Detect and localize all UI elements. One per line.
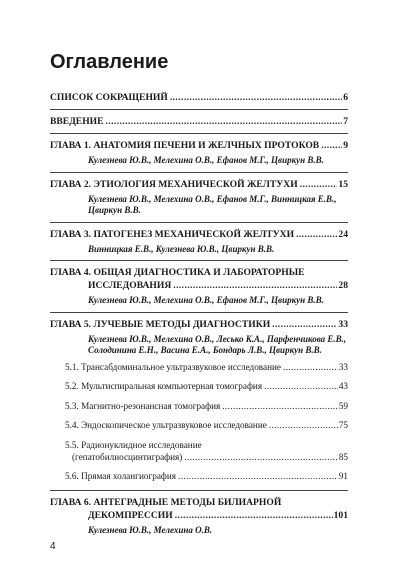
toc-entry-row[interactable] <box>50 139 348 152</box>
toc-entry-title-line: ГЛАВА 6. АНТЕГРАДНЫЕ МЕТОДЫ БИЛИАРНОЙ <box>50 496 282 508</box>
toc-subentry-title-line: 5.3. Магнитно-резонансная томография <box>65 400 221 411</box>
toc-subentry <box>50 361 348 374</box>
toc-entry-page-number: 24 <box>338 228 348 240</box>
toc-entry <box>50 115 348 128</box>
toc-subentry-row[interactable] <box>65 419 348 432</box>
leader-dots <box>173 279 337 292</box>
separator-line <box>50 312 348 313</box>
toc-entry-title-line: ГЛАВА 4. ОБЩАЯ ДИАГНОСТИКА И ЛАБОРАТОРНЫЕ <box>50 267 305 278</box>
toc-entry-page-number: 101 <box>333 509 348 521</box>
toc-subentry-page-number: 43 <box>338 381 348 391</box>
toc-entry-page-number: 33 <box>338 318 348 330</box>
toc-subentry-title-line: 5.6. Прямая холангиография <box>65 471 176 481</box>
leader-dots <box>170 91 342 104</box>
table-of-contents <box>50 91 348 536</box>
toc-subentry-row[interactable] <box>65 470 348 483</box>
toc-entry-title-line: ИССЛЕДОВАНИЯ <box>88 280 172 291</box>
toc-entry-page-number: 9 <box>343 140 348 151</box>
toc-entry-row[interactable] <box>50 115 348 128</box>
toc-entry <box>50 228 348 256</box>
toc-subentry <box>50 419 348 432</box>
toc-subentry <box>50 380 348 393</box>
toc-entry-authors: Кулезнева Ю.В., Мелехина О.В., Ефанов М.Г., Цвиркун В.В. <box>88 295 324 305</box>
separator-line <box>50 222 348 223</box>
leader-dots <box>269 419 338 432</box>
toc-subentry-title-line: 5.4. Эндоскопическое ультразвуковое исследование <box>65 420 267 430</box>
toc-entry-authors: Цвиркун В.В. <box>88 205 141 215</box>
separator-line <box>50 490 348 491</box>
toc-entry <box>50 266 348 307</box>
leader-dots <box>175 509 333 522</box>
toc-entry <box>50 178 348 217</box>
toc-entry-page-number: 6 <box>343 92 348 103</box>
toc-entry-row[interactable] <box>50 509 348 522</box>
toc-subentry <box>50 400 348 413</box>
leader-dots <box>184 451 338 464</box>
toc-entry-title-line: ГЛАВА 1. АНАТОМИЯ ПЕЧЕНИ И ЖЕЛЧНЫХ ПРОТОКОВ <box>50 140 320 151</box>
toc-entry-title-line: ВВЕДЕНИЕ <box>50 116 104 127</box>
toc-entry-title-line: ГЛАВА 2. ЭТИОЛОГИЯ МЕХАНИЧЕСКОЙ ЖЕЛТУХИ <box>50 178 298 190</box>
toc-entry-row[interactable] <box>50 178 348 191</box>
toc-subentry-title-line: 5.5. Радионуклидное исследование <box>65 439 202 450</box>
toc-subentry <box>50 439 348 464</box>
toc-entry-row[interactable] <box>50 318 348 331</box>
toc-subentry-page-number: 91 <box>338 471 348 481</box>
leader-dots <box>178 470 338 483</box>
leader-dots <box>272 318 337 331</box>
toc-entry-authors: Винницкая Е.В., Кулезнева Ю.В., Цвиркун В.В. <box>88 243 275 254</box>
toc-entry <box>50 318 348 357</box>
toc-subentry-page-number: 33 <box>338 361 348 372</box>
toc-subentry-page-number: 85 <box>338 451 348 462</box>
toc-entry-title-line: ДЕКОМПРЕССИИ <box>88 509 173 521</box>
toc-subentry-title-line: 5.1. Трансабдоминальное ультразвуковое исследование <box>65 361 282 372</box>
toc-subentry-row[interactable] <box>65 400 348 413</box>
leader-dots <box>264 380 338 393</box>
leader-dots <box>296 228 337 241</box>
toc-subentry-row[interactable] <box>65 380 348 393</box>
toc-entry-authors: Кулезнева Ю.В., Мелехина О.В., Ефанов М.Г., Винницкая Е.В., <box>88 193 337 204</box>
leader-dots <box>321 139 342 152</box>
toc-entry-page-number: 7 <box>343 116 348 127</box>
toc-entry-authors: Кулезнева Ю.В., Мелехина О.В., Ефанов М.Г., Цвиркун В.В. <box>88 155 324 165</box>
toc-entry-page-number: 28 <box>338 280 348 291</box>
toc-subentry-row[interactable] <box>65 361 348 374</box>
toc-entry-row[interactable] <box>50 228 348 241</box>
toc-subentry-title-line: (гепатобилиосцинтиграфия) <box>72 451 183 462</box>
toc-subentry <box>50 470 348 483</box>
toc-entry-row[interactable] <box>50 91 348 104</box>
toc-entry-title-line: СПИСОК СОКРАЩЕНИЙ <box>50 92 168 103</box>
leader-dots <box>300 178 338 191</box>
toc-entry <box>50 139 348 167</box>
toc-entry-authors: Кулезнева Ю.В., Мелехина О.В., Лесько К.А., Парфенчикова Е.В., <box>88 333 347 344</box>
toc-entry <box>50 91 348 104</box>
toc-entry-row[interactable] <box>50 279 348 292</box>
toc-entry-authors: Кулезнева Ю.В., Мелехина О.В. <box>88 524 213 535</box>
toc-entry <box>50 496 348 537</box>
toc-entry-title-line: ГЛАВА 5. ЛУЧЕВЫЕ МЕТОДЫ ДИАГНОСТИКИ <box>50 318 271 330</box>
toc-subentry-row[interactable] <box>65 451 348 464</box>
separator-line <box>50 109 348 110</box>
toc-subentry-title-line: 5.2. Мультиспиральная компьютерная томография <box>65 381 263 391</box>
toc-subentry-page-number: 59 <box>338 400 348 411</box>
separator-line <box>50 133 348 134</box>
page-title: Оглавление <box>50 51 169 73</box>
leader-dots <box>283 361 338 374</box>
leader-dots <box>222 400 338 413</box>
toc-entry-page-number: 15 <box>338 178 348 190</box>
toc-entry-title-line: ГЛАВА 3. ПАТОГЕНЕЗ МЕХАНИЧЕСКОЙ ЖЕЛТУХИ <box>50 228 295 240</box>
separator-line <box>50 172 348 173</box>
page-number: 4 <box>50 541 56 552</box>
leader-dots <box>106 115 343 128</box>
toc-entry-authors: Солодинина Е.Н., Васина Е.А., Бондарь Л.В., Цвиркун В.В. <box>88 345 322 355</box>
separator-line <box>50 260 348 261</box>
toc-subentry-page-number: 75 <box>338 420 348 430</box>
